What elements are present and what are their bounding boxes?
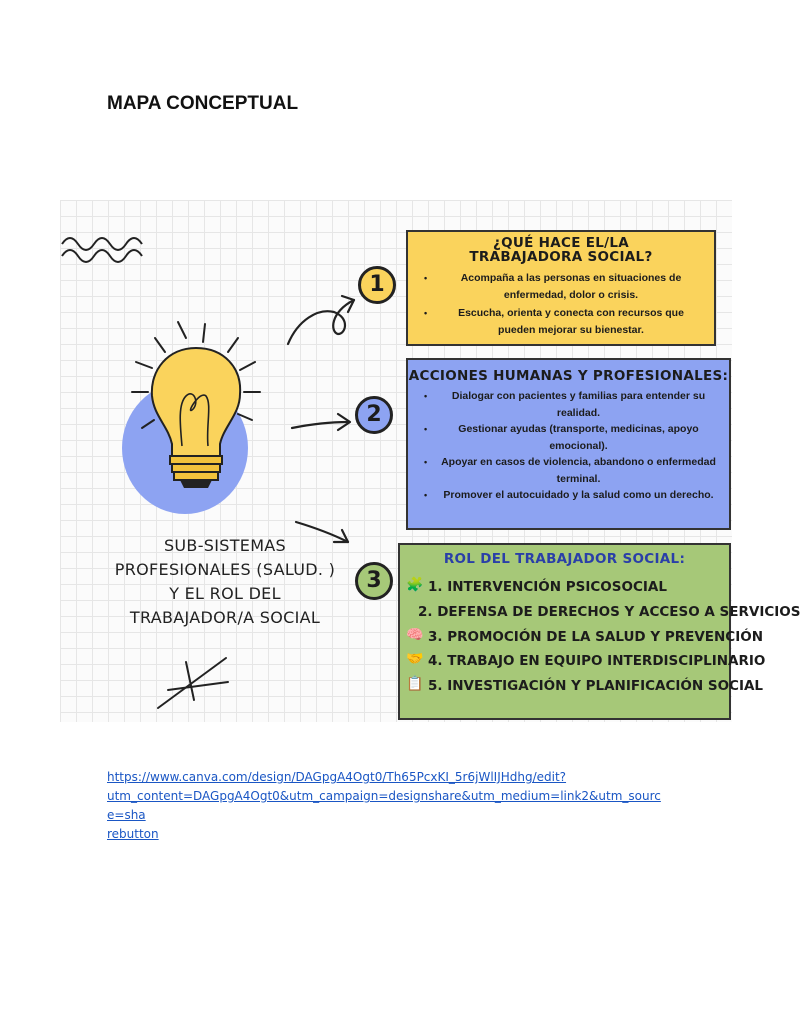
- puzzle-icon: 🧩: [406, 577, 424, 593]
- arrows: [288, 296, 354, 542]
- number-circle-2: 2: [355, 396, 393, 434]
- role-item: [400, 575, 729, 600]
- section-3-roles: [400, 575, 801, 699]
- section-3-title: ROL DEL TRABAJADOR SOCIAL:: [443, 551, 686, 567]
- role-item: [400, 600, 801, 625]
- section-2-bullets: [408, 388, 729, 504]
- canva-link[interactable]: [107, 768, 667, 844]
- role-item: [400, 625, 764, 650]
- handshake-icon: 🤝: [406, 651, 424, 668]
- subsystems-title-line: SUB-SISTEMAS: [163, 536, 287, 555]
- canva-link-line-1: https://www.canva.com/design/DAGpgA4Ogt0/Th65PcxKI_5r6jWlIJHdhg/edit?: [107, 770, 567, 784]
- section-1-box: [406, 230, 716, 346]
- section-1-title-line-1: ¿QUÉ HACE EL/LA: [492, 235, 630, 251]
- role-item-text: 1. INTERVENCIÓN PSICOSOCIAL: [428, 579, 667, 595]
- section-2-bullet: • Promover el autocuidado y la salud como un derecho.: [428, 487, 717, 504]
- cross-doodle: [158, 658, 228, 708]
- arrow-to-1: [288, 300, 354, 344]
- section-2-box: [406, 358, 731, 530]
- clipboard-icon: 📋: [406, 676, 424, 693]
- subsystems-title-line: Y EL ROL DEL: [169, 584, 281, 603]
- zigzag-doodle-2: [62, 250, 142, 262]
- brain-icon: 🧠: [406, 626, 424, 643]
- document-title: MAPA CONCEPTUAL: [107, 93, 299, 114]
- number-circle-1: 1: [358, 266, 396, 304]
- concept-map-image: [60, 200, 801, 722]
- role-item-text: 2. DEFENSA DE DERECHOS Y ACCESO A SERVICIOS: [418, 603, 801, 620]
- role-item: [400, 649, 766, 674]
- section-2-bullet: • Apoyar en casos de violencia, abandono o enfermedad terminal.: [428, 454, 717, 487]
- section-2-bullet: • Gestionar ayudas (transporte, medicinas, apoyo emocional).: [428, 421, 717, 454]
- role-item-text: 4. TRABAJO EN EQUIPO INTERDISCIPLINARIO: [428, 653, 766, 670]
- subsystems-title-line: TRABAJADOR/A SOCIAL: [129, 608, 321, 627]
- section-2-bullet: • Dialogar con pacientes y familias para entender su realidad.: [428, 388, 717, 421]
- section-2-title: ACCIONES HUMANAS Y PROFESIONALES:: [408, 368, 729, 384]
- zigzag-doodle: [62, 238, 142, 250]
- section-1-title: [408, 232, 714, 264]
- arrow-to-2: [292, 422, 348, 428]
- canva-link-line-2: utm_content=DAGpgA4Ogt0&utm_campaign=designshare&utm_medium=link2&utm_source=sha: [107, 789, 661, 822]
- role-item-text: 5. INVESTIGACIÓN Y PLANIFICACIÓN SOCIAL: [428, 678, 764, 695]
- canva-link-line-3: rebutton: [107, 827, 159, 841]
- subsystems-title: [100, 534, 350, 630]
- section-1-bullets: [408, 270, 714, 338]
- section-3-box: [398, 543, 801, 720]
- number-circle-3: 3: [355, 562, 393, 600]
- subsystems-title-line: PROFESIONALES (SALUD. ): [114, 560, 336, 579]
- role-item: [400, 674, 764, 699]
- section-1-bullet: • Escucha, orienta y conecta con recursos que pueden mejorar su bienestar.: [428, 305, 702, 338]
- role-item-text: 3. PROMOCIÓN DE LA SALUD Y PREVENCIÓN: [428, 628, 764, 645]
- section-1-title-line-2: TRABAJADORA SOCIAL?: [469, 249, 653, 265]
- section-1-bullet: • Acompaña a las personas en situaciones de enfermedad, dolor o crisis.: [428, 270, 702, 303]
